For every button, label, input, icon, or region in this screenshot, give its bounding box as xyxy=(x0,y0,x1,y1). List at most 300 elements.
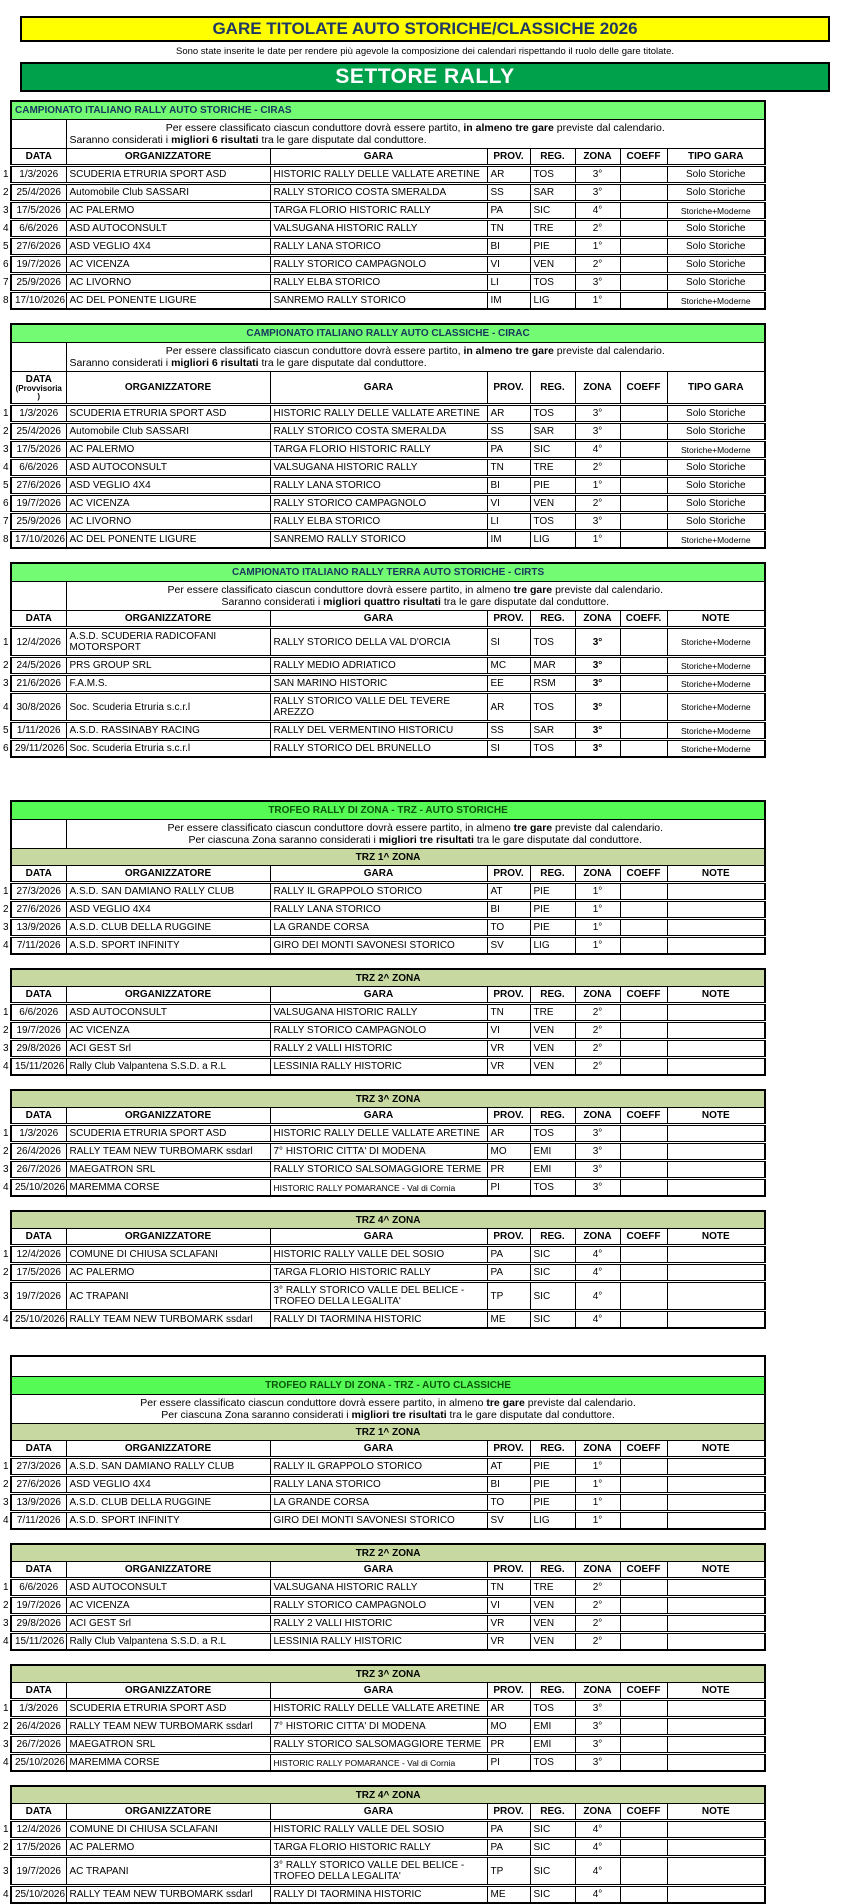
col-header: REG. xyxy=(530,1108,575,1125)
cell-reg: EMI xyxy=(530,1161,575,1179)
cell-reg: TRE xyxy=(530,220,575,238)
zone-bar-row xyxy=(0,1424,765,1441)
cell-note: Solo Storiche xyxy=(667,459,765,477)
cell-reg: MAR xyxy=(530,657,575,675)
row-number xyxy=(0,1804,11,1821)
col-header: GARA xyxy=(270,987,487,1004)
cell-coeff xyxy=(620,423,667,441)
zone-bar-row xyxy=(0,1665,765,1683)
cell-data: 25/9/2026 xyxy=(11,513,66,531)
row-number xyxy=(0,987,11,1004)
cell-prov: TP xyxy=(487,1282,530,1311)
cell-data: 19/7/2026 xyxy=(11,256,66,274)
col-header: ZONA xyxy=(575,1804,620,1821)
cell-zona: 1° xyxy=(575,531,620,549)
cell-organizzatore: RALLY TEAM NEW TURBOMARK ssdarl xyxy=(66,1886,270,1904)
rule-text-bold: migliori 6 risultati xyxy=(171,134,262,146)
cell-gara: HISTORIC RALLY VALLE DEL SOSIO xyxy=(270,1246,487,1264)
cell-gara: RALLY IL GRAPPOLO STORICO xyxy=(270,883,487,901)
col-header xyxy=(11,372,66,405)
cell-coeff xyxy=(620,1700,667,1718)
spacer-cell xyxy=(11,1356,765,1377)
cell-note: Storiche+Moderne xyxy=(667,675,765,693)
cell-gara: GIRO DEI MONTI SAVONESI STORICO xyxy=(270,937,487,955)
rules-cell xyxy=(66,820,765,849)
cell-reg: SIC xyxy=(530,1311,575,1329)
row-number: 1 xyxy=(0,1004,11,1022)
col-header-sublabel: (Provvisoria) xyxy=(15,384,62,401)
cell-zona: 2° xyxy=(575,1004,620,1022)
cell-note: Solo Storiche xyxy=(667,405,765,423)
cell-note: Storiche+Moderne xyxy=(667,441,765,459)
col-header: DATA xyxy=(11,149,66,166)
col-header: ZONA xyxy=(575,1683,620,1700)
tables-container xyxy=(0,100,850,1904)
cell-gara: SANREMO RALLY STORICO xyxy=(270,531,487,549)
row-number xyxy=(0,1395,11,1424)
row-number: 8 xyxy=(0,292,11,310)
cell-prov: SV xyxy=(487,1512,530,1530)
rules-row xyxy=(0,1395,765,1424)
row-number xyxy=(0,801,11,820)
cell-note xyxy=(667,1839,765,1857)
section-title-row xyxy=(0,1377,765,1395)
cell-data: 17/5/2026 xyxy=(11,1839,66,1857)
row-number: 4 xyxy=(0,1512,11,1530)
col-header: REG. xyxy=(530,1441,575,1458)
cell-data: 6/6/2026 xyxy=(11,1004,66,1022)
cell-prov: AR xyxy=(487,166,530,184)
cell-gara: RALLY ELBA STORICO xyxy=(270,274,487,292)
row-number xyxy=(0,820,11,849)
zone-gap xyxy=(0,955,850,968)
cell-gara: SAN MARINO HISTORIC xyxy=(270,675,487,693)
cell-note xyxy=(667,1476,765,1494)
rule-text: Per essere classificato ciascun conduttore dovrà essere partito, in almeno xyxy=(140,1397,487,1409)
cell-prov: VI xyxy=(487,1022,530,1040)
row-number xyxy=(0,1229,11,1246)
col-header: PROV. xyxy=(487,149,530,166)
cell-reg: PIE xyxy=(530,901,575,919)
row-number: 5 xyxy=(0,238,11,256)
section-gap xyxy=(0,310,850,323)
zone-bar: TRZ 2^ ZONA xyxy=(11,1544,765,1562)
table-row xyxy=(0,1264,765,1282)
row-number: 3 xyxy=(0,441,11,459)
cell-coeff xyxy=(620,1058,667,1076)
col-header: ORGANIZZATORE xyxy=(66,149,270,166)
row-number: 8 xyxy=(0,531,11,549)
col-header: REG. xyxy=(530,1562,575,1579)
cell-coeff xyxy=(620,1125,667,1143)
row-number xyxy=(0,1441,11,1458)
cell-organizzatore: COMUNE DI CHIUSA SCLAFANI xyxy=(66,1821,270,1839)
cell-gara: RALLY MEDIO ADRIATICO xyxy=(270,657,487,675)
col-header: GARA xyxy=(270,1229,487,1246)
cell-organizzatore: AC PALERMO xyxy=(66,441,270,459)
cell-note xyxy=(667,1264,765,1282)
cell-prov: PA xyxy=(487,202,530,220)
cell-reg: VEN xyxy=(530,1040,575,1058)
cell-prov: PI xyxy=(487,1754,530,1772)
col-header: NOTE xyxy=(667,1683,765,1700)
zone-bar: TRZ 1^ ZONA xyxy=(11,849,765,866)
col-header: REG. xyxy=(530,611,575,628)
cell-note: Solo Storiche xyxy=(667,513,765,531)
cell-note xyxy=(667,1821,765,1839)
zone-table-trz-storiche-4 xyxy=(0,1210,766,1329)
col-header: ORGANIZZATORE xyxy=(66,1108,270,1125)
cell-coeff xyxy=(620,1494,667,1512)
cell-data: 17/10/2026 xyxy=(11,292,66,310)
rule-line xyxy=(70,134,762,146)
cell-gara: LESSINIA RALLY HISTORIC xyxy=(270,1058,487,1076)
cell-zona: 3° xyxy=(575,405,620,423)
col-header: REG. xyxy=(530,1683,575,1700)
cell-gara: HISTORIC RALLY DELLE VALLATE ARETINE xyxy=(270,1700,487,1718)
col-header: GARA xyxy=(270,149,487,166)
row-number xyxy=(0,1356,11,1377)
rule-line xyxy=(15,1409,761,1421)
cell-reg: PIE xyxy=(530,919,575,937)
cell-prov: VI xyxy=(487,495,530,513)
cell-organizzatore: ASD VEGLIO 4X4 xyxy=(66,901,270,919)
col-header: GARA xyxy=(270,611,487,628)
cell-prov: SV xyxy=(487,937,530,955)
cell-reg: SIC xyxy=(530,1886,575,1904)
cell-coeff xyxy=(620,901,667,919)
row-number xyxy=(0,1090,11,1108)
table-row xyxy=(0,1718,765,1736)
row-number: 6 xyxy=(0,256,11,274)
cell-prov: VR xyxy=(487,1040,530,1058)
cell-gara: RALLY LANA STORICO xyxy=(270,477,487,495)
table-row xyxy=(0,1311,765,1329)
cell-prov: AT xyxy=(487,883,530,901)
rule-text-bold: migliori tre risultati xyxy=(351,1409,447,1421)
table-row xyxy=(0,166,765,184)
cell-coeff xyxy=(620,1512,667,1530)
zone-bar: TRZ 4^ ZONA xyxy=(11,1211,765,1229)
cell-prov: PA xyxy=(487,1839,530,1857)
cell-organizzatore: A.S.D. CLUB DELLA RUGGINE xyxy=(66,1494,270,1512)
cell-note xyxy=(667,1494,765,1512)
col-header: PROV. xyxy=(487,1683,530,1700)
cell-zona: 1° xyxy=(575,1476,620,1494)
cell-data: 1/3/2026 xyxy=(11,166,66,184)
cell-organizzatore: COMUNE DI CHIUSA SCLAFANI xyxy=(66,1246,270,1264)
cell-coeff xyxy=(620,1004,667,1022)
cell-data: 1/11/2026 xyxy=(11,722,66,740)
cell-organizzatore: ASD VEGLIO 4X4 xyxy=(66,1476,270,1494)
cell-data: 15/11/2026 xyxy=(11,1058,66,1076)
cell-coeff xyxy=(620,883,667,901)
cell-zona: 4° xyxy=(575,1264,620,1282)
cell-coeff xyxy=(620,184,667,202)
cell-zona: 2° xyxy=(575,220,620,238)
cell-reg: PIE xyxy=(530,883,575,901)
cell-coeff xyxy=(620,513,667,531)
cell-zona: 3° xyxy=(575,740,620,758)
row-number: 2 xyxy=(0,657,11,675)
cell-coeff xyxy=(620,1458,667,1476)
cell-data: 25/4/2026 xyxy=(11,423,66,441)
row-number: 3 xyxy=(0,1161,11,1179)
table-row xyxy=(0,1597,765,1615)
cell-zona: 1° xyxy=(575,1494,620,1512)
col-header: NOTE xyxy=(667,1804,765,1821)
cell-prov: PA xyxy=(487,1821,530,1839)
cell-prov: BI xyxy=(487,238,530,256)
cell-organizzatore: A.S.D. RASSINABY RACING xyxy=(66,722,270,740)
cell-zona: 1° xyxy=(575,1512,620,1530)
table-row xyxy=(0,675,765,693)
section-title: TROFEO RALLY DI ZONA - TRZ - AUTO STORICHE xyxy=(11,801,765,820)
column-header-row xyxy=(0,866,765,883)
cell-note: Storiche+Moderne xyxy=(667,693,765,722)
cell-gara: 7° HISTORIC CITTA' DI MODENA xyxy=(270,1718,487,1736)
table-row xyxy=(0,477,765,495)
table-row xyxy=(0,220,765,238)
table-row xyxy=(0,1161,765,1179)
row-number: 1 xyxy=(0,1579,11,1597)
cell-reg: SAR xyxy=(530,423,575,441)
cell-coeff xyxy=(620,1282,667,1311)
table-row xyxy=(0,441,765,459)
cell-organizzatore: MAREMMA CORSE xyxy=(66,1754,270,1772)
cell-reg: TOS xyxy=(530,166,575,184)
table-row xyxy=(0,1179,765,1197)
trophy-table-trz-storiche xyxy=(0,800,766,955)
cell-reg: PIE xyxy=(530,1494,575,1512)
rule-text: previste dal calendario. xyxy=(552,822,664,834)
table-row xyxy=(0,1579,765,1597)
cell-organizzatore: Soc. Scuderia Etruria s.c.r.l xyxy=(66,693,270,722)
table-row xyxy=(0,1839,765,1857)
cell-reg: SIC xyxy=(530,202,575,220)
row-number: 2 xyxy=(0,1718,11,1736)
cell-prov: BI xyxy=(487,901,530,919)
cell-organizzatore: AC VICENZA xyxy=(66,1022,270,1040)
row-number: 6 xyxy=(0,740,11,758)
cell-reg: VEN xyxy=(530,1058,575,1076)
row-number xyxy=(0,101,11,120)
cell-reg: EMI xyxy=(530,1718,575,1736)
cell-zona: 4° xyxy=(575,441,620,459)
cell-prov: TN xyxy=(487,1004,530,1022)
cell-zona: 2° xyxy=(575,1615,620,1633)
cell-zona: 3° xyxy=(575,1736,620,1754)
cell-organizzatore: RALLY TEAM NEW TURBOMARK ssdarl xyxy=(66,1718,270,1736)
row-number: 2 xyxy=(0,423,11,441)
row-number: 1 xyxy=(0,1125,11,1143)
cell-data: 6/6/2026 xyxy=(11,1579,66,1597)
col-header: TIPO GARA xyxy=(667,372,765,405)
row-number: 4 xyxy=(0,1754,11,1772)
cell-note: Storiche+Moderne xyxy=(667,740,765,758)
cell-zona: 1° xyxy=(575,937,620,955)
cell-data: 12/4/2026 xyxy=(11,628,66,657)
cell-zona: 3° xyxy=(575,657,620,675)
cell-reg: SAR xyxy=(530,722,575,740)
cell-gara: RALLY DI TAORMINA HISTORIC xyxy=(270,1886,487,1904)
cell-note xyxy=(667,1512,765,1530)
cell-coeff xyxy=(620,722,667,740)
row-number: 2 xyxy=(0,1597,11,1615)
column-header-row xyxy=(0,372,765,405)
col-header: COEFF xyxy=(620,1441,667,1458)
row-number: 1 xyxy=(0,1458,11,1476)
row-number: 1 xyxy=(0,166,11,184)
column-header-row xyxy=(0,1229,765,1246)
cell-gara: LESSINIA RALLY HISTORIC xyxy=(270,1633,487,1651)
table-row xyxy=(0,531,765,549)
cell-gara: SANREMO RALLY STORICO xyxy=(270,292,487,310)
table-row xyxy=(0,883,765,901)
cell-gara: RALLY STORICO CAMPAGNOLO xyxy=(270,495,487,513)
table-row xyxy=(0,901,765,919)
cell-coeff xyxy=(620,1179,667,1197)
cell-reg: VEN xyxy=(530,495,575,513)
column-header-row xyxy=(0,1562,765,1579)
col-header: REG. xyxy=(530,1804,575,1821)
col-header: GARA xyxy=(270,1683,487,1700)
cell-data: 6/6/2026 xyxy=(11,220,66,238)
section-gap xyxy=(0,549,850,562)
cell-prov: PA xyxy=(487,441,530,459)
cell-prov: TO xyxy=(487,919,530,937)
cell-gara: HISTORIC RALLY DELLE VALLATE ARETINE xyxy=(270,166,487,184)
zone-bar-row xyxy=(0,1786,765,1804)
cell-gara: VALSUGANA HISTORIC RALLY xyxy=(270,220,487,238)
section-title-row xyxy=(0,101,765,120)
cell-coeff xyxy=(620,1476,667,1494)
cell-reg: PIE xyxy=(530,477,575,495)
cell-prov: SI xyxy=(487,740,530,758)
cell-gara: RALLY DI TAORMINA HISTORIC xyxy=(270,1311,487,1329)
col-header: NOTE xyxy=(667,1562,765,1579)
row-number: 3 xyxy=(0,675,11,693)
cell-coeff xyxy=(620,405,667,423)
row-number: 1 xyxy=(0,1700,11,1718)
cell-prov: VR xyxy=(487,1633,530,1651)
rules-row xyxy=(0,582,765,611)
cell-note xyxy=(667,1179,765,1197)
cell-zona: 2° xyxy=(575,1022,620,1040)
cell-note xyxy=(667,1125,765,1143)
cell-prov: MO xyxy=(487,1718,530,1736)
cell-organizzatore: ASD VEGLIO 4X4 xyxy=(66,238,270,256)
cell-gara: LA GRANDE CORSA xyxy=(270,919,487,937)
section-title-row xyxy=(0,801,765,820)
table-row xyxy=(0,1040,765,1058)
rule-line xyxy=(70,596,762,608)
cell-data: 25/10/2026 xyxy=(11,1754,66,1772)
cell-note: Storiche+Moderne xyxy=(667,531,765,549)
cell-zona: 3° xyxy=(575,423,620,441)
zone-bar: TRZ 4^ ZONA xyxy=(11,1786,765,1804)
cell-organizzatore: MAEGATRON SRL xyxy=(66,1736,270,1754)
table-row xyxy=(0,1004,765,1022)
table-row xyxy=(0,1476,765,1494)
rule-text: Saranno considerati i xyxy=(221,596,324,608)
cell-organizzatore: A.S.D. SCUDERIA RADICOFANI MOTORSPORT xyxy=(66,628,270,657)
cell-organizzatore: PRS GROUP SRL xyxy=(66,657,270,675)
col-header: COEFF xyxy=(620,149,667,166)
row-number: 3 xyxy=(0,202,11,220)
cell-coeff xyxy=(620,657,667,675)
cell-organizzatore: SCUDERIA ETRURIA SPORT ASD xyxy=(66,166,270,184)
cell-coeff xyxy=(620,1754,667,1772)
cell-coeff xyxy=(620,740,667,758)
cell-note xyxy=(667,1022,765,1040)
cell-zona: 3° xyxy=(575,1718,620,1736)
cell-zona: 1° xyxy=(575,292,620,310)
cell-data: 17/5/2026 xyxy=(11,441,66,459)
col-header: REG. xyxy=(530,372,575,405)
column-header-row xyxy=(0,1108,765,1125)
cell-data: 17/10/2026 xyxy=(11,531,66,549)
cell-gara: RALLY 2 VALLI HISTORIC xyxy=(270,1040,487,1058)
cell-gara: RALLY STORICO SALSOMAGGIORE TERME xyxy=(270,1736,487,1754)
cell-zona: 3° xyxy=(575,722,620,740)
row-number: 2 xyxy=(0,1264,11,1282)
col-header: DATA xyxy=(11,1804,66,1821)
cell-coeff xyxy=(620,477,667,495)
table-row xyxy=(0,1886,765,1904)
col-header: COEFF. xyxy=(620,611,667,628)
section-gap xyxy=(0,758,850,800)
cell-prov: ME xyxy=(487,1886,530,1904)
cell-organizzatore: AC VICENZA xyxy=(66,1597,270,1615)
cell-organizzatore: AC LIVORNO xyxy=(66,274,270,292)
row-number: 3 xyxy=(0,1736,11,1754)
row-number: 2 xyxy=(0,1022,11,1040)
row-number xyxy=(0,969,11,987)
cell-reg: VEN xyxy=(530,256,575,274)
cell-coeff xyxy=(620,693,667,722)
cell-zona: 4° xyxy=(575,1282,620,1311)
col-header: REG. xyxy=(530,987,575,1004)
rules-cell xyxy=(66,582,765,611)
cell-organizzatore: MAEGATRON SRL xyxy=(66,1161,270,1179)
cell-prov: AR xyxy=(487,1700,530,1718)
cell-prov: EE xyxy=(487,675,530,693)
row-number xyxy=(0,1211,11,1229)
championship-table-ciras xyxy=(0,100,766,310)
rule-text: Saranno considerati i xyxy=(69,134,172,146)
cell-gara: 3° RALLY STORICO VALLE DEL BELICE - TROFEO DELLA LEGALITA' xyxy=(270,1857,487,1886)
table-row xyxy=(0,1754,765,1772)
row-number: 7 xyxy=(0,513,11,531)
cell-note: Solo Storiche xyxy=(667,256,765,274)
cell-coeff xyxy=(620,1718,667,1736)
cell-prov: SS xyxy=(487,722,530,740)
zone-bar-row xyxy=(0,849,765,866)
col-header: ORGANIZZATORE xyxy=(66,866,270,883)
cell-note: Solo Storiche xyxy=(667,274,765,292)
table-row xyxy=(0,292,765,310)
cell-gara: RALLY STORICO CAMPAGNOLO xyxy=(270,1022,487,1040)
cell-organizzatore: AC LIVORNO xyxy=(66,513,270,531)
cell-organizzatore: Automobile Club SASSARI xyxy=(66,423,270,441)
row-number: 5 xyxy=(0,722,11,740)
table-row xyxy=(0,657,765,675)
col-header: ZONA xyxy=(575,1562,620,1579)
col-header: ORGANIZZATORE xyxy=(66,611,270,628)
cell-gara: 7° HISTORIC CITTA' DI MODENA xyxy=(270,1143,487,1161)
column-header-row xyxy=(0,1804,765,1821)
